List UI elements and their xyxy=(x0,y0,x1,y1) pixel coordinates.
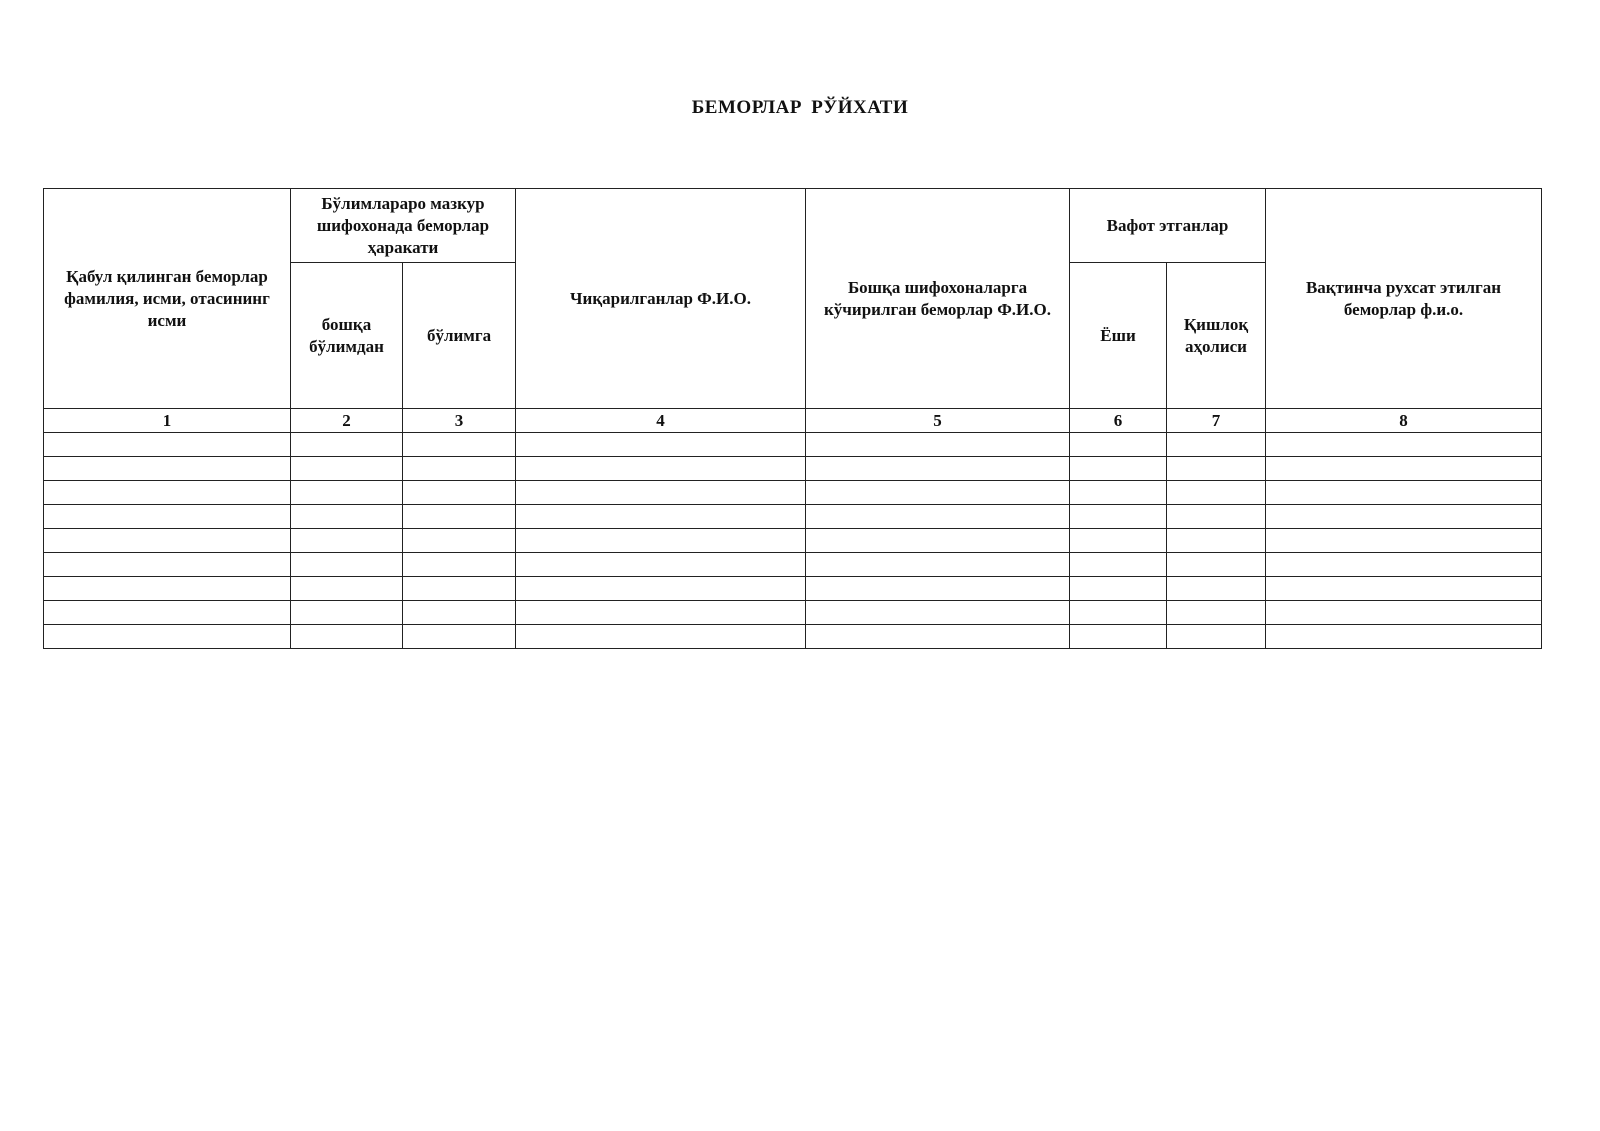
table-cell xyxy=(291,553,403,577)
table-cell xyxy=(403,601,516,625)
header-to-department: бўлимга xyxy=(403,263,516,409)
table-row xyxy=(44,553,1542,577)
table-cell xyxy=(403,433,516,457)
table-cell xyxy=(806,625,1070,649)
table-cell xyxy=(1167,433,1266,457)
table-cell xyxy=(1266,601,1542,625)
table-row xyxy=(44,457,1542,481)
table-cell xyxy=(291,457,403,481)
header-deceased: Вафот этганлар xyxy=(1070,189,1266,263)
table-cell xyxy=(516,529,806,553)
header-interdepartmental-movement: Бўлимлараро мазкур шифохонада беморлар ҳаракати xyxy=(291,189,516,263)
table-row xyxy=(44,529,1542,553)
table-cell xyxy=(44,601,291,625)
table-cell xyxy=(1070,481,1167,505)
column-number: 8 xyxy=(1266,409,1542,433)
table-row xyxy=(44,625,1542,649)
table-cell xyxy=(1070,529,1167,553)
table-cell xyxy=(806,457,1070,481)
table-cell xyxy=(806,481,1070,505)
header-temporary-leave: Вақтинча рухсат этилган беморлар ф.и.о. xyxy=(1266,189,1542,409)
header-transferred-other-hospitals: Бошқа шифохоналарга кўчирилган беморлар Ф.И.О. xyxy=(806,189,1070,409)
table-cell xyxy=(1167,625,1266,649)
header-discharged: Чиқарилганлар Ф.И.О. xyxy=(516,189,806,409)
header-rural-population: Қишлоқ аҳолиси xyxy=(1167,263,1266,409)
table-cell xyxy=(1266,625,1542,649)
table-cell xyxy=(516,625,806,649)
table-cell xyxy=(1266,457,1542,481)
table-cell xyxy=(1167,601,1266,625)
table-cell xyxy=(806,553,1070,577)
column-number: 1 xyxy=(44,409,291,433)
table-cell xyxy=(291,481,403,505)
table-cell xyxy=(1266,433,1542,457)
header-age: Ёши xyxy=(1070,263,1167,409)
table-cell xyxy=(44,457,291,481)
table-cell xyxy=(44,625,291,649)
header-row-top xyxy=(44,189,1542,263)
table-cell xyxy=(44,505,291,529)
table-row xyxy=(44,433,1542,457)
table-cell xyxy=(291,505,403,529)
table-cell xyxy=(44,553,291,577)
table-cell xyxy=(403,457,516,481)
table-cell xyxy=(403,625,516,649)
table-cell xyxy=(1070,625,1167,649)
table-cell xyxy=(516,481,806,505)
table-cell xyxy=(44,577,291,601)
table-cell xyxy=(806,433,1070,457)
table-cell xyxy=(403,505,516,529)
table-cell xyxy=(516,457,806,481)
page-title: БЕМОРЛАР РЎЙХАТИ xyxy=(691,97,909,118)
table-cell xyxy=(44,529,291,553)
table-cell xyxy=(291,529,403,553)
table-row xyxy=(44,601,1542,625)
table-cell xyxy=(516,577,806,601)
column-number: 2 xyxy=(291,409,403,433)
column-number-row xyxy=(44,409,1542,433)
table-cell xyxy=(403,553,516,577)
table-cell xyxy=(1070,577,1167,601)
table-cell xyxy=(403,481,516,505)
table-cell xyxy=(1167,457,1266,481)
table-cell xyxy=(1167,529,1266,553)
table-cell xyxy=(1070,601,1167,625)
table-cell xyxy=(1266,505,1542,529)
table-cell xyxy=(806,601,1070,625)
column-number: 4 xyxy=(516,409,806,433)
table-cell xyxy=(1266,481,1542,505)
column-number: 5 xyxy=(806,409,1070,433)
table-cell xyxy=(1167,553,1266,577)
table-cell xyxy=(291,577,403,601)
table-cell xyxy=(1070,505,1167,529)
table-cell xyxy=(1070,433,1167,457)
table-cell xyxy=(44,481,291,505)
table-cell xyxy=(1266,577,1542,601)
table-cell xyxy=(516,505,806,529)
table-cell xyxy=(1070,553,1167,577)
table-cell xyxy=(44,433,291,457)
table-cell xyxy=(1266,553,1542,577)
patient-list-table xyxy=(43,188,1542,649)
table-cell xyxy=(1167,577,1266,601)
table-row xyxy=(44,481,1542,505)
table-cell xyxy=(516,433,806,457)
header-admitted-patients: Қабул қилинган беморлар фамилия, исми, отасининг исми xyxy=(44,189,291,409)
header-from-other-department: бошқа бўлимдан xyxy=(291,263,403,409)
table-row xyxy=(44,577,1542,601)
table-cell xyxy=(806,529,1070,553)
table-cell xyxy=(291,601,403,625)
column-number: 7 xyxy=(1167,409,1266,433)
column-number: 3 xyxy=(403,409,516,433)
table-cell xyxy=(1167,505,1266,529)
table-cell xyxy=(516,553,806,577)
table-cell xyxy=(806,505,1070,529)
table-cell xyxy=(291,433,403,457)
table-row xyxy=(44,505,1542,529)
table-cell xyxy=(1167,481,1266,505)
table-cell xyxy=(403,577,516,601)
table-cell xyxy=(291,625,403,649)
table-cell xyxy=(1070,457,1167,481)
table-cell xyxy=(516,601,806,625)
column-number: 6 xyxy=(1070,409,1167,433)
table-cell xyxy=(1266,529,1542,553)
table-cell xyxy=(403,529,516,553)
table-cell xyxy=(806,577,1070,601)
